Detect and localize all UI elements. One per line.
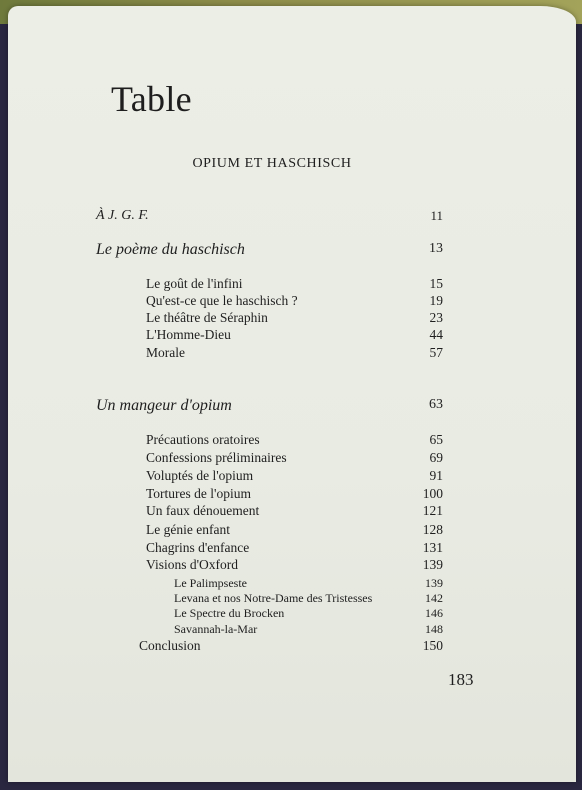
toc-entry — [8, 486, 576, 504]
toc-entry — [8, 557, 576, 575]
toc-entry-label: Qu'est-ce que le haschisch ? — [146, 293, 298, 308]
toc-entry-page: 15 — [429, 276, 443, 291]
toc-entry-label: Le génie enfant — [146, 522, 230, 537]
toc-entry-label: Levana et nos Notre-Dame des Tristesses — [174, 591, 373, 605]
toc-entry-page: 100 — [422, 486, 443, 501]
page-title: Table — [111, 79, 192, 119]
toc-entry-page: 69 — [429, 450, 443, 465]
toc-entry-part-opium — [8, 397, 576, 415]
toc-entry — [8, 276, 576, 294]
toc-entry — [8, 310, 576, 328]
toc-entry-page: 63 — [429, 397, 443, 412]
toc-entry — [8, 293, 576, 311]
toc-entry — [8, 345, 576, 363]
book-page — [8, 6, 576, 782]
toc-entry-part-haschisch — [8, 241, 576, 259]
toc-entry-label: Visions d'Oxford — [146, 557, 238, 572]
toc-entry — [8, 503, 576, 521]
toc-entry-page: 23 — [429, 310, 443, 325]
toc-entry-page: 65 — [429, 432, 443, 447]
toc-entry-dedication — [8, 208, 576, 226]
toc-entry-label: Un mangeur d'opium — [96, 397, 232, 414]
toc-entry — [8, 432, 576, 450]
toc-entry-label: Le Spectre du Brocken — [174, 606, 285, 620]
toc-entry — [8, 540, 576, 558]
toc-entry-page: 44 — [429, 327, 443, 342]
toc-entry-label: Morale — [146, 345, 185, 360]
page-number: 183 — [448, 670, 474, 689]
toc-entry-page: 11 — [430, 208, 443, 223]
toc-entry-page: 13 — [429, 241, 443, 256]
toc-entry-label: Un faux dénouement — [146, 503, 260, 518]
toc-entry-label: Précautions oratoires — [146, 432, 260, 447]
toc-entry-label: Chagrins d'enfance — [146, 540, 250, 555]
toc-entry-label: Le goût de l'infini — [146, 276, 243, 291]
section-title: OPIUM ET HASCHISCH — [192, 156, 352, 171]
toc-entry-label: Tortures de l'opium — [146, 486, 251, 501]
toc-entry-label: Conclusion — [139, 638, 201, 653]
toc-entry-label: Voluptés de l'opium — [146, 468, 254, 483]
toc-entry-conclusion — [8, 638, 576, 656]
toc-entry-label: Le poème du haschisch — [96, 241, 245, 258]
toc-entry-label: L'Homme-Dieu — [146, 327, 231, 342]
toc-entry-page: 19 — [429, 293, 443, 308]
toc-entry-label: Le Palimpseste — [174, 576, 247, 590]
toc-entry-page: 91 — [429, 468, 443, 483]
toc-entry — [8, 522, 576, 540]
toc-entry-page: 131 — [422, 540, 443, 555]
toc-entry — [8, 327, 576, 345]
toc-entry-page: 150 — [422, 638, 443, 653]
toc-entry-page: 121 — [422, 503, 443, 518]
toc-entry — [8, 468, 576, 486]
toc-entry-label: À J. G. F. — [96, 208, 149, 223]
toc-entry-label: Confessions préliminaires — [146, 450, 287, 465]
toc-entry-page: 57 — [429, 345, 443, 360]
toc-entry-page: 148 — [425, 622, 443, 636]
toc-entry-page: 146 — [425, 606, 443, 620]
toc-entry-page: 139 — [425, 576, 443, 590]
toc-entry — [8, 450, 576, 468]
toc-entry-page: 142 — [425, 591, 443, 605]
toc-entry-page: 128 — [422, 522, 443, 537]
toc-entry-label: Savannah-la-Mar — [174, 622, 258, 636]
toc-entry-page: 139 — [422, 557, 443, 572]
toc-entry-label: Le théâtre de Séraphin — [146, 310, 268, 325]
